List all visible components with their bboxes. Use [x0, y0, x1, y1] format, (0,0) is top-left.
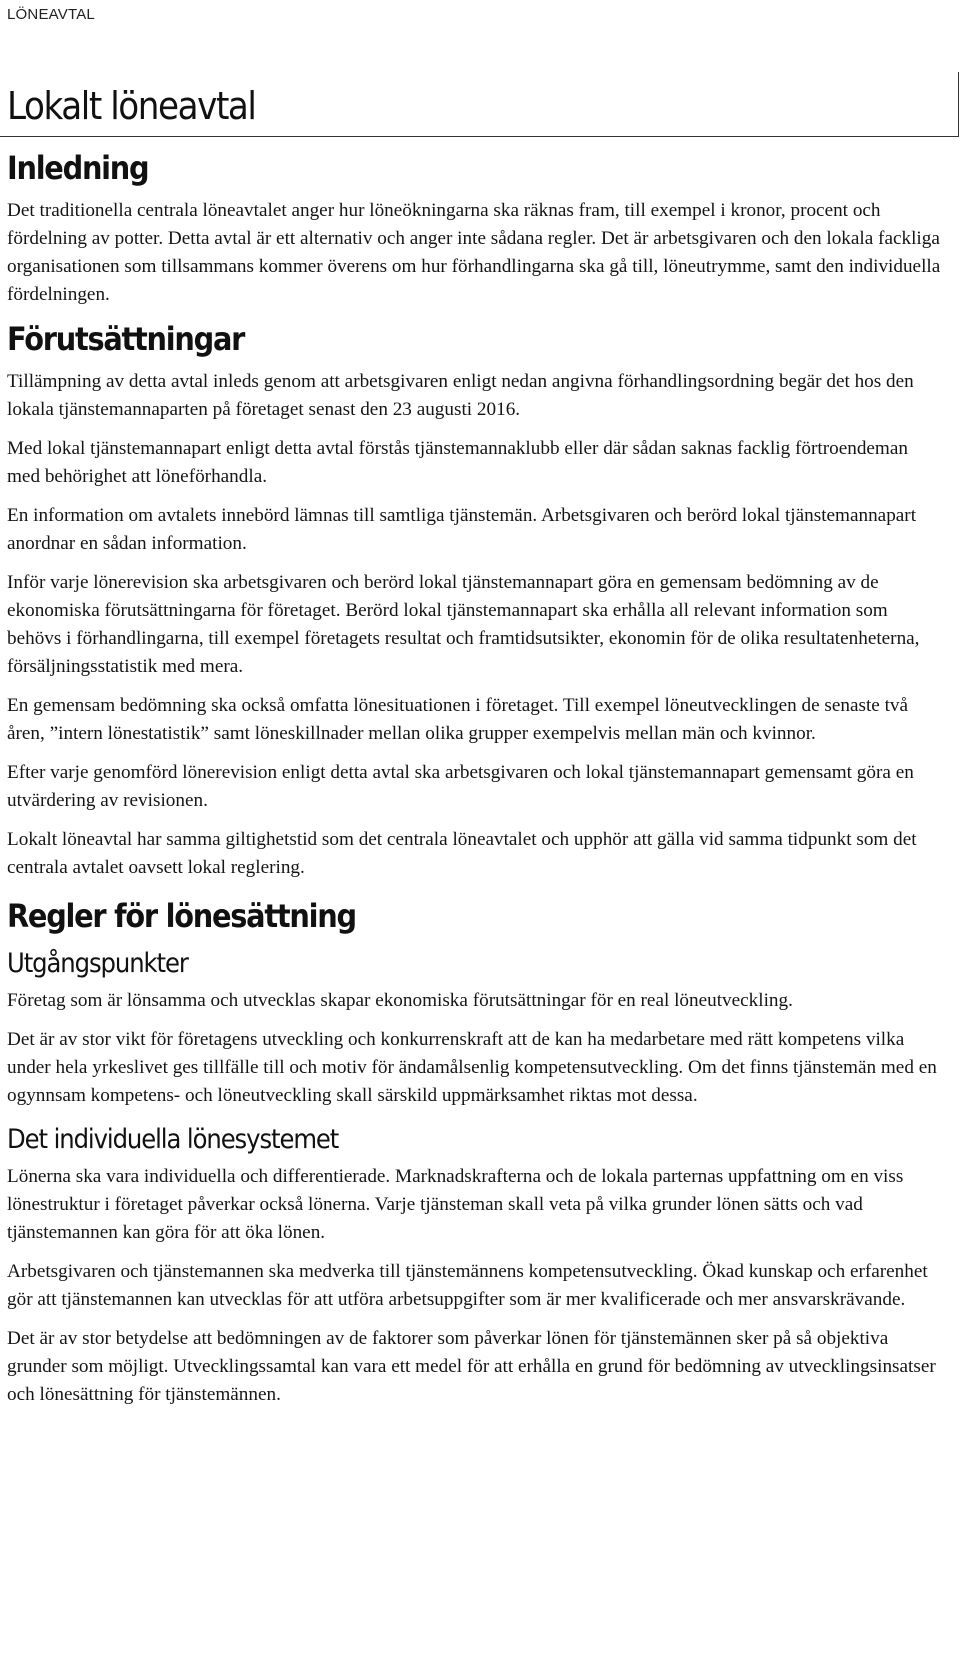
section-regler [7, 898, 942, 1410]
section-heading-regler: Regler för lönesättning [7, 896, 356, 935]
paragraph: Det traditionella centrala löneavtalet anger hur löneökningarna ska räknas fram, till exempel i kronor, procent och fördelning av potter. Detta avtal är ett alternativ och anger inte sådana regler. Det är arbetsgivaren och den lokala fackliga organisationen som tillsammans kommer överens om hur förhandlingarna ska gå till, löneutrymme, samt den individuella fördelningen. [7, 199, 941, 305]
subsection-lonesystemet [7, 1124, 942, 1409]
paragraph: Efter varje genomförd lönerevision enligt detta avtal ska arbetsgivaren och lokal tjänstemannapart gemensamt göra en utvärdering av revisionen. [7, 761, 914, 811]
section-forutsattningar [7, 321, 942, 882]
running-header: LÖNEAVTAL [7, 6, 95, 23]
paragraph: Med lokal tjänstemannapart enligt detta avtal förstås tjänstemannaklubb eller där sådan saknas facklig förtroendeman med behörighet att löneförhandla. [7, 437, 908, 487]
paragraph: Tillämpning av detta avtal inleds genom att arbetsgivaren enligt nedan angivna förhandlingsordning begär det hos den lokala tjänstemannaparten på företaget senast den 23 augusti 2016. [7, 370, 914, 420]
paragraph: Lönerna ska vara individuella och differentierade. Marknadskrafterna och de lokala parternas uppfattning om en viss lönestruktur i företaget påverkar också lönerna. Varje tjänsteman skall veta på vilka grunder lönen sätts och vad tjänstemannen kan göra för att öka lönen. [7, 1166, 904, 1244]
title-block [0, 72, 960, 138]
section-inledning [7, 150, 942, 309]
subsection-heading-lonesystemet: Det individuella lönesystemet [7, 1124, 339, 1156]
paragraph: Det är av stor vikt för företagens utveckling och konkurrenskraft att de kan ha medarbetare med rätt kompetens vilka under hela yrkeslivet ges tillfälle till och motiv för ändamålsenlig kompetensutveckling. Om det finns tjänstemän med en ogynnsam kompetens- och löneutveckling skall särskild uppmärksamhet riktas mot dessa. [7, 1029, 937, 1107]
paragraph: Företag som är lönsamma och utvecklas skapar ekonomiska förutsättningar för en real löneutveckling. [7, 990, 793, 1012]
paragraph: Inför varje lönerevision ska arbetsgivaren och berörd lokal tjänstemannapart göra en gemensam bedömning av de ekonomiska förutsättningarna för företaget. Berörd lokal tjänstemannapart ska erhålla all relevant information som behövs i förhandlingarna, till exempel företagets resultat och framtidsutsikter, ekonomin för de olika resultatenheterna, försäljningsstatistik med mera. [7, 571, 920, 677]
paragraph: En gemensam bedömning ska också omfatta lönesituationen i företaget. Till exempel löneutvecklingen de senaste två åren, ”intern lönestatistik” samt löneskillnader mellan olika grupper exempelvis mellan män och kvinnor. [7, 694, 909, 744]
title-right-rule [958, 72, 959, 137]
document-body [7, 150, 942, 1420]
paragraph: Arbetsgivaren och tjänstemannen ska medverka till tjänstemännens kompetensutveckling. Ökad kunskap och erfarenhet gör att tjänstemannen kan utvecklas för att utföra arbetsuppgifter som är mer kvalificerade och mer ansvarskrävande. [7, 1261, 928, 1311]
section-heading-inledning: Inledning [7, 149, 149, 187]
paragraph: Lokalt löneavtal har samma giltighetstid som det centrala löneavtalet och upphör att gälla vid samma tidpunkt som det centrala avtalet oavsett lokal reglering. [7, 828, 917, 878]
title-underline [0, 136, 958, 137]
subsection-heading-utgangspunkter: Utgångspunkter [7, 948, 188, 980]
paragraph: Det är av stor betydelse att bedömningen av de faktorer som påverkar lönen för tjänstemännen sker på så objektiva grunder som möjligt. Utvecklingssamtal kan vara ett medel för att erhålla en grund för bedömning av utvecklingsinsatser och lönesättning för tjänstemännen. [7, 1328, 936, 1406]
section-heading-forutsattningar: Förutsättningar [7, 319, 245, 358]
paragraph: En information om avtalets innebörd lämnas till samtliga tjänstemän. Arbetsgivaren och berörd lokal tjänstemannapart anordnar en sådan information. [7, 504, 917, 554]
subsection-utgangspunkter [7, 948, 942, 1110]
document-title: Lokalt löneavtal [7, 84, 256, 128]
